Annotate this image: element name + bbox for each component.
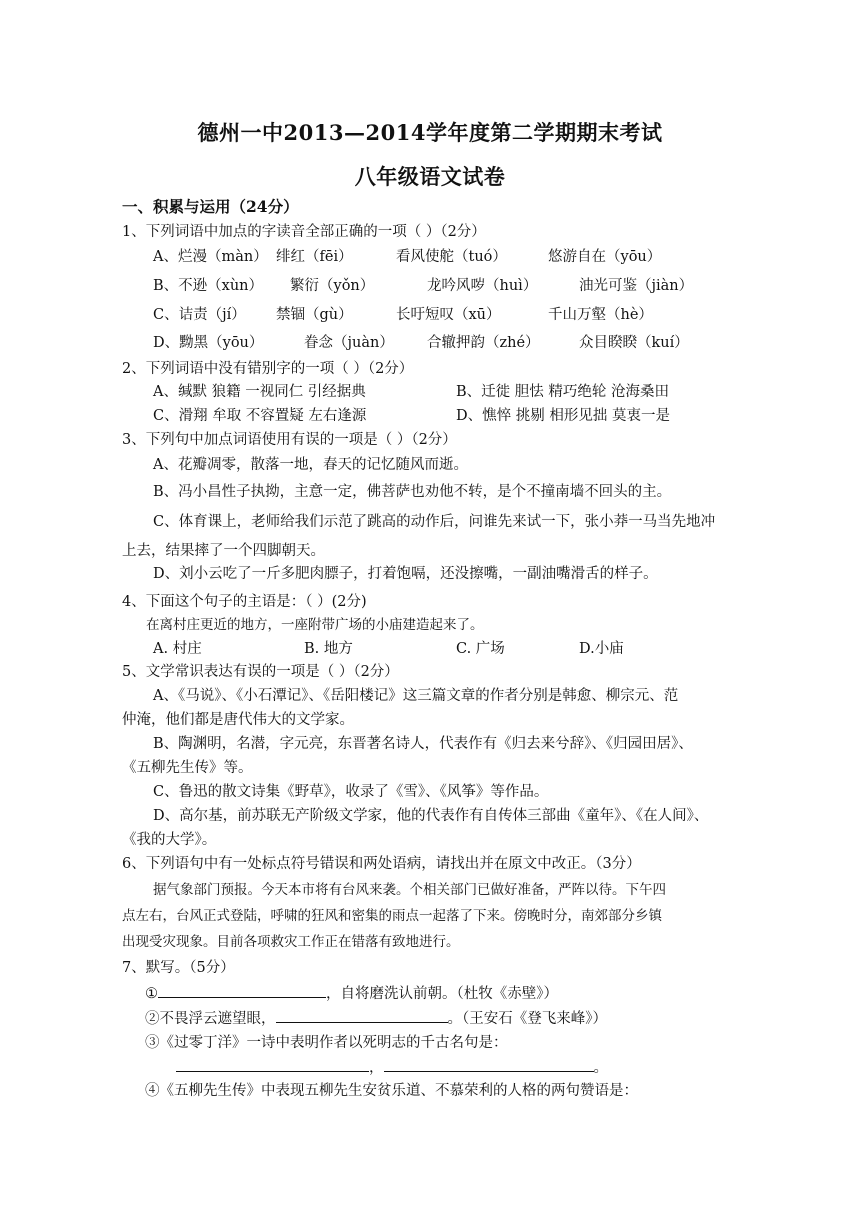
q7-item-3-blank-1[interactable] [176, 1057, 369, 1072]
q5-option-d-line2: 《我的大学》。 [122, 832, 217, 848]
q1-option-a-4: 悠游自在（yōu） [548, 249, 662, 265]
q7-item-3-end: 。 [593, 1060, 608, 1076]
q7-item-2-blank[interactable] [276, 1008, 448, 1023]
q7-item-3-blank-2[interactable] [384, 1057, 594, 1072]
q5-option-c: C、鲁迅的散文诗集《野草》，收录了《雪》、《风筝》等作品。 [153, 784, 549, 800]
q7-item-1-text: ，自将磨洗认前朝。（杜牧《赤壁》） [326, 986, 558, 1002]
q1-option-b-2: 繁衍（yǒn） [290, 278, 375, 294]
q1-option-b-1: B、不逊（xùn） [153, 278, 264, 294]
q1-option-c-1: C、诘责（jí） [153, 307, 246, 323]
q1-option-b-4: 油光可鉴（jiàn） [579, 278, 694, 294]
q1-option-a-3: 看风使舵（tuó） [396, 249, 507, 265]
q6-passage-line2: 点左右，台风正式登陆，呼啸的狂风和密集的雨点一起落了下来。傍晚时分，南郊部分乡镇 [122, 908, 662, 924]
q7-item-1-number: ① [145, 986, 158, 1002]
q7-item-3: ③《过零丁洋》一诗中表明作者以死明志的千古名句是： [145, 1035, 508, 1051]
exam-title: 德州一中2013—2014学年度第二学期期末考试 [197, 120, 663, 145]
q1-option-a-1: A、烂漫（màn） [153, 249, 268, 265]
q7-item-2-source: 。（王安石《登飞来峰》） [447, 1011, 607, 1027]
q3-option-a: A、花瓣凋零，散落一地，春天的记忆随风而逝。 [153, 457, 468, 473]
q1-option-d-1: D、黝黑（yōu） [153, 335, 264, 351]
q2-option-d: D、憔悴 挑剔 相形见拙 莫衷一是 [456, 408, 670, 424]
q2-stem: 2、下列词语中没有错别字的一项（ ）（2分） [122, 361, 414, 377]
q3-option-c-line2: 上去，结果摔了一个四脚朝天。 [122, 543, 325, 559]
q3-option-c-line1: C、体育课上，老师给我们示范了跳高的动作后，问谁先来试一下，张小莽一马当先地冲 [153, 514, 716, 530]
q6-passage-line1: 据气象部门预报。今天本市将有台风来袭。个相关部门已做好准备，严阵以待。下午四 [153, 882, 666, 898]
q1-option-c-3: 长吁短叹（xū） [396, 307, 501, 323]
q7-item-1 [145, 983, 558, 1004]
q1-option-b-3: 龙吟风哕（huì） [427, 278, 538, 294]
q4-option-d: D.小庙 [579, 641, 624, 657]
q1-option-d-4: 众目睽睽（kuí） [579, 335, 689, 351]
q7-item-1-blank[interactable] [158, 983, 326, 998]
q3-option-b: B、冯小昌性子执拗，主意一定，佛菩萨也劝他不转，是个不撞南墙不回头的主。 [153, 484, 672, 500]
q4-option-c: C. 广场 [456, 641, 505, 657]
q2-option-b: B、迁徙 胆怯 精巧绝轮 沧海桑田 [456, 384, 669, 400]
q1-option-a-2: 绯红（fēi） [276, 249, 353, 265]
q2-option-c: C、滑翔 牟取 不容置疑 左右逢源 [153, 408, 367, 424]
q1-stem: 1、下列词语中加点的字读音全部正确的一项（ ）（2分） [122, 224, 486, 240]
q1-option-c-2: 禁锢（gù） [276, 307, 353, 323]
q7-item-3-blanks [176, 1057, 608, 1078]
q7-item-2-text: ②不畏浮云遮望眼， [145, 1011, 276, 1027]
q1-option-d-3: 合辙押韵（zhé） [427, 335, 540, 351]
q1-option-d-2: 眷念（juàn） [304, 335, 394, 351]
q4-option-b: B. 地方 [304, 641, 353, 657]
q4-sentence: 在离村庄更近的地方，一座附带广场的小庙建造起来了。 [146, 617, 484, 633]
q7-stem: 7、默写。（5分） [122, 960, 235, 976]
q4-option-a: A. 村庄 [153, 641, 202, 657]
q6-stem: 6、下列语句中有一处标点符号错误和两处语病，请找出并在原文中改正。（3分） [122, 856, 641, 872]
exam-subtitle: 八年级语文试卷 [354, 164, 506, 189]
q5-option-a-line1: A、《马说》、《小石潭记》、《岳阳楼记》这三篇文章的作者分别是韩愈、柳宗元、范 [153, 688, 679, 704]
q1-option-c-4: 千山万壑（hè） [548, 307, 653, 323]
q5-stem: 5、文学常识表达有误的一项是（ ）（2分） [122, 664, 399, 680]
q5-option-b-line2: 《五柳先生传》等。 [122, 760, 253, 776]
section-heading: 一、积累与运用（24分） [122, 197, 299, 216]
q5-option-b-line1: B、陶渊明，名潜，字元亮，东晋著名诗人，代表作有《归去来兮辞》、《归园田居》、 [153, 736, 693, 752]
q7-item-4: ④《五柳先生传》中表现五柳先生安贫乐道、不慕荣利的人格的两句赞语是： [145, 1083, 638, 1099]
q3-stem: 3、下列句中加点词语使用有误的一项是（ ）（2分） [122, 432, 457, 448]
q7-item-3-separator: ， [369, 1060, 384, 1076]
q4-stem: 4、下面这个句子的主语是：（ ）(2分) [122, 594, 367, 610]
q5-option-d-line1: D、高尔基，前苏联无产阶级文学家，他的代表作有自传体三部曲《童年》、《在人间》、 [153, 808, 709, 824]
q6-passage-line3: 出现受灾现象。目前各项救灾工作正在错落有致地进行。 [122, 934, 460, 950]
q3-option-d: D、刘小云吃了一斤多肥肉膘子，打着饱嗝，还没擦嘴，一副油嘴滑舌的样子。 [153, 566, 658, 582]
q2-option-a: A、缄默 狼籍 一视同仁 引经据典 [153, 384, 366, 400]
q7-item-2 [145, 1008, 607, 1029]
q5-option-a-line2: 仲淹，他们都是唐代伟大的文学家。 [122, 712, 354, 728]
